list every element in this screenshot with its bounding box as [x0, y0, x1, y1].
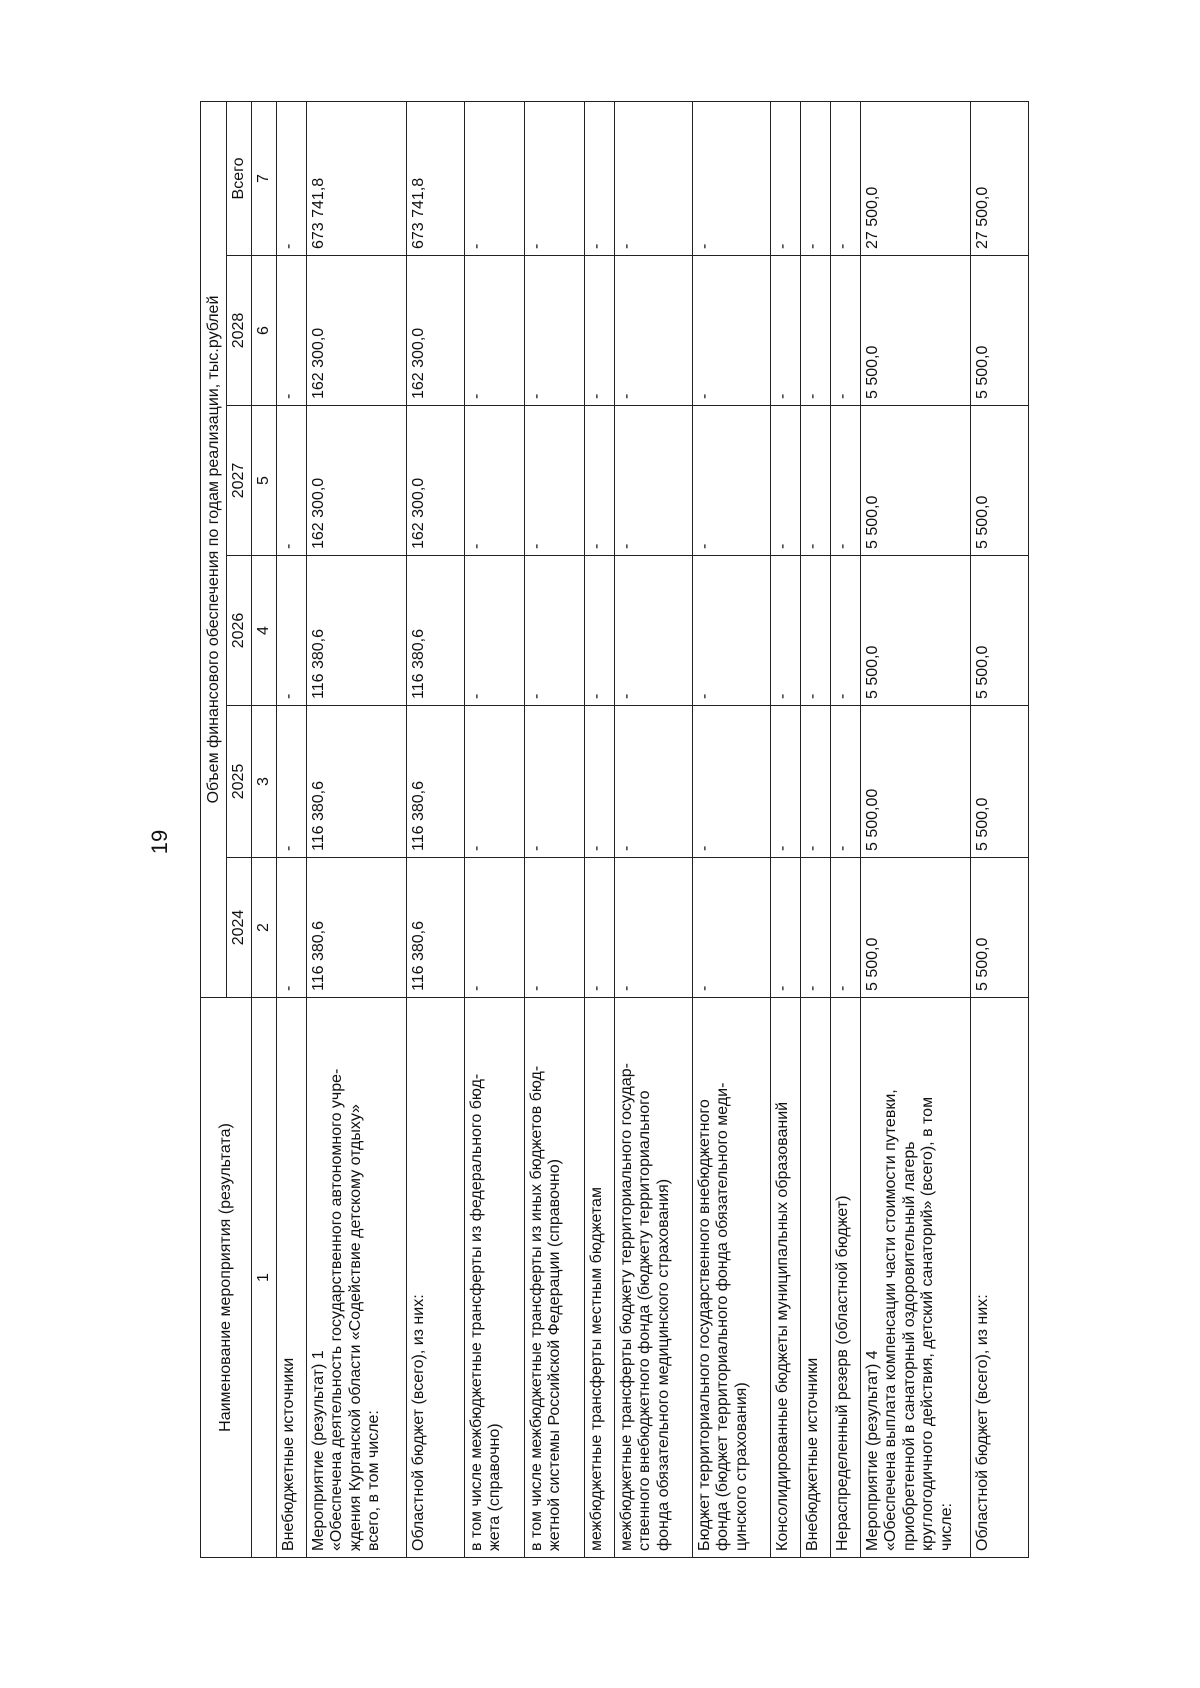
col-number: 6 [252, 256, 277, 406]
cell-value: - [801, 101, 831, 255]
cell-value: - [465, 858, 525, 998]
cell-value: - [585, 256, 615, 406]
cell-value: - [277, 101, 307, 255]
cell-value: - [615, 406, 693, 556]
cell-value: - [693, 256, 771, 406]
cell-value: 116 380,6 [407, 858, 465, 998]
table-row [307, 101, 407, 1557]
cell-value: 5 500,0 [971, 406, 1029, 556]
cell-value: 5 500,0 [971, 858, 1029, 998]
cell-value: - [465, 556, 525, 706]
cell-value: - [801, 406, 831, 556]
table-row [465, 101, 525, 1557]
cell-value: - [465, 706, 525, 858]
col-number: 1 [252, 998, 277, 1558]
cell-value: 27 500,0 [861, 101, 971, 255]
cell-value: - [615, 101, 693, 255]
col-number: 2 [252, 858, 277, 998]
table-row [971, 101, 1029, 1557]
table-row [407, 101, 465, 1557]
row-label: Внебюджетные источники [277, 998, 307, 1558]
row-label: в том числе межбюджетные трансферты из федерального бюд- жета (справочно) [465, 998, 525, 1558]
cell-value: - [465, 406, 525, 556]
table-row [801, 101, 831, 1557]
table-row [525, 101, 585, 1557]
row-label: Консолидированные бюджеты муниципальных образований [771, 998, 801, 1558]
table-body [277, 101, 1029, 1557]
page-number: 19 [147, 829, 172, 855]
cell-value: - [615, 858, 693, 998]
cell-value: - [585, 556, 615, 706]
cell-value: - [771, 706, 801, 858]
cell-value: - [525, 706, 585, 858]
cell-value: - [615, 256, 693, 406]
cell-value: - [277, 406, 307, 556]
cell-value: - [771, 101, 801, 255]
cell-value: - [693, 101, 771, 255]
cell-value: 5 500,0 [971, 556, 1029, 706]
table-row [861, 101, 971, 1557]
row-label: Бюджет территориального государственного внебюджетного фонда (бюджет территориального фонда обязательного меди- цинского страхования) [693, 998, 771, 1558]
cell-value: 116 380,6 [307, 556, 407, 706]
cell-value: - [771, 256, 801, 406]
row-label: Внебюджетные источники [801, 998, 831, 1558]
cell-value: - [831, 101, 861, 255]
table-row [693, 101, 771, 1557]
cell-value: - [801, 858, 831, 998]
cell-value: 5 500,0 [861, 858, 971, 998]
cell-value: 162 300,0 [407, 256, 465, 406]
cell-value: - [585, 706, 615, 858]
cell-value: 162 300,0 [307, 256, 407, 406]
col-number: 3 [252, 706, 277, 858]
row-label: Нераспределенный резерв (областной бюджет) [831, 998, 861, 1558]
cell-value: - [693, 556, 771, 706]
cell-value: - [585, 406, 615, 556]
header-year: 2027 [227, 406, 252, 556]
cell-value: - [465, 101, 525, 255]
cell-value: - [525, 256, 585, 406]
cell-value: - [525, 556, 585, 706]
cell-value: 5 500,0 [861, 556, 971, 706]
cell-value: - [831, 406, 861, 556]
cell-value: - [693, 406, 771, 556]
cell-value: - [831, 858, 861, 998]
row-label: межбюджетные трансферты бюджету территориального государ- ственного внебюджетного фонда (бюджету территориального фонда обязательного медицинского страхования) [615, 998, 693, 1558]
cell-value: 5 500,0 [971, 706, 1029, 858]
row-label: Мероприятие (результат) 1 «Обеспечена деятельность государственного автономного учре- ждения Курганской области «Содействие детскому отдыху» всего, в том числе: [307, 998, 407, 1558]
cell-value: - [277, 858, 307, 998]
cell-value: - [693, 706, 771, 858]
cell-value: - [465, 256, 525, 406]
cell-value: 162 300,0 [307, 406, 407, 556]
header-year: 2028 [227, 256, 252, 406]
cell-value: 5 500,0 [971, 256, 1029, 406]
cell-value: 673 741,8 [307, 101, 407, 255]
table-row [585, 101, 615, 1557]
cell-value: 5 500,00 [861, 706, 971, 858]
cell-value: 116 380,6 [407, 706, 465, 858]
finance-table [200, 101, 1029, 1558]
cell-value: - [585, 858, 615, 998]
col-number: 4 [252, 556, 277, 706]
cell-value: 116 380,6 [307, 706, 407, 858]
cell-value: - [277, 256, 307, 406]
cell-value: - [801, 706, 831, 858]
cell-value: - [831, 706, 861, 858]
cell-value: - [801, 556, 831, 706]
col-number: 7 [252, 101, 277, 255]
cell-value: - [525, 406, 585, 556]
cell-value: 5 500,0 [861, 406, 971, 556]
header-year: 2025 [227, 706, 252, 858]
cell-value: 27 500,0 [971, 101, 1029, 255]
cell-value: - [277, 706, 307, 858]
row-label: Мероприятие (результат) 4 «Обеспечена выплата компенсации части стоимости путевки, приобретенной в санаторный оздоровительный лагерь круглогодичного действия, детский санаторий» (всего), в том числе: [861, 998, 971, 1558]
cell-value: 673 741,8 [407, 101, 465, 255]
header-name: Наименование мероприятия (результата) [201, 998, 252, 1558]
header-total: Всего [227, 101, 252, 255]
header-volume: Объем финансового обеспечения по годам реализации, тыс.рублей [201, 101, 227, 997]
cell-value: - [831, 556, 861, 706]
row-label: в том числе межбюджетные трансферты из иных бюджетов бюд- жетной системы Российской Федерации (справочно) [525, 998, 585, 1558]
table-row [615, 101, 693, 1557]
cell-value: - [801, 256, 831, 406]
row-label: Областной бюджет (всего), из них: [971, 998, 1029, 1558]
cell-value: 162 300,0 [407, 406, 465, 556]
col-number: 5 [252, 406, 277, 556]
cell-value: - [693, 858, 771, 998]
table-row [831, 101, 861, 1557]
cell-value: - [831, 256, 861, 406]
header-year: 2026 [227, 556, 252, 706]
cell-value: - [277, 556, 307, 706]
row-label: Областной бюджет (всего), из них: [407, 998, 465, 1558]
cell-value: - [771, 556, 801, 706]
cell-value: - [525, 858, 585, 998]
cell-value: - [771, 406, 801, 556]
cell-value: - [585, 101, 615, 255]
row-label: межбюджетные трансферты местным бюджетам [585, 998, 615, 1558]
table-row [771, 101, 801, 1557]
rotated-table-wrapper [200, 102, 1080, 1558]
cell-value: 5 500,0 [861, 256, 971, 406]
table-row [277, 101, 307, 1557]
cell-value: 116 380,6 [307, 858, 407, 998]
cell-value: - [771, 858, 801, 998]
cell-value: - [525, 101, 585, 255]
cell-value: - [615, 706, 693, 858]
cell-value: 116 380,6 [407, 556, 465, 706]
header-year: 2024 [227, 858, 252, 998]
cell-value: - [615, 556, 693, 706]
